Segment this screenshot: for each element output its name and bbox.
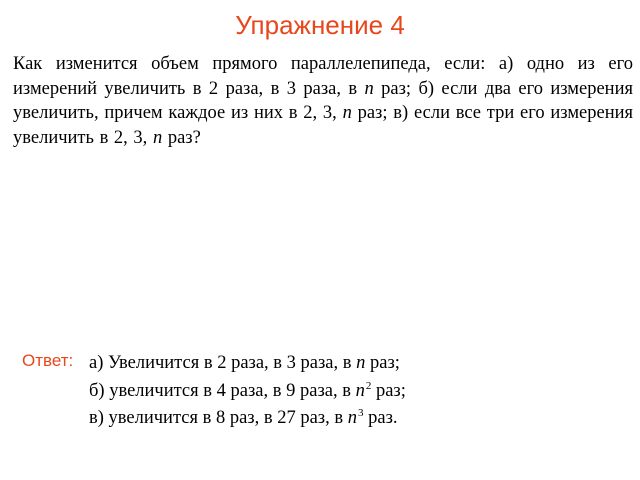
answer-b-text: б) увеличится в 4 раза, в 9 раза, в (89, 380, 356, 401)
answer-b-variable: n (355, 380, 365, 401)
answer-line-b (89, 378, 406, 406)
answer-block (89, 350, 406, 433)
problem-variable-n3: n (152, 127, 163, 148)
problem-text-part2: раз; б) если два его измерения увеличить, причем каждое из них в 2, 3, (13, 78, 633, 123)
answer-b-tail: раз; (371, 380, 406, 401)
problem-statement (13, 52, 633, 150)
answer-a-text: а) Увеличится в 2 раза, в 3 раза, в (89, 353, 357, 373)
problem-text-part4: раз? (162, 127, 201, 148)
answer-label: Ответ: (22, 351, 74, 370)
answer-c-exponent: 3 (357, 407, 364, 419)
answer-b-exponent: 2 (365, 379, 372, 392)
answer-a-variable: n (356, 353, 366, 373)
answer-c-variable: n (347, 408, 357, 428)
problem-text-part3: раз; в) если все три его измерения увеличить в 2, 3, (13, 103, 634, 148)
problem-text-part1: Как изменится объем прямого параллелепипеда, если: а) одно из его измерений увеличить в 2 раза, в 3 раза, в (13, 54, 633, 99)
problem-variable-n2: n (342, 103, 352, 123)
answer-a-tail: раз; (365, 353, 400, 373)
answer-line-c (89, 405, 406, 433)
slide-title: Упражнение 4 (235, 10, 405, 40)
answer-line-a (89, 350, 406, 378)
problem-variable-n1: n (364, 78, 374, 99)
answer-c-tail: раз. (363, 408, 398, 428)
answer-c-text: в) увеличится в 8 раз, в 27 раз, в (89, 408, 348, 428)
